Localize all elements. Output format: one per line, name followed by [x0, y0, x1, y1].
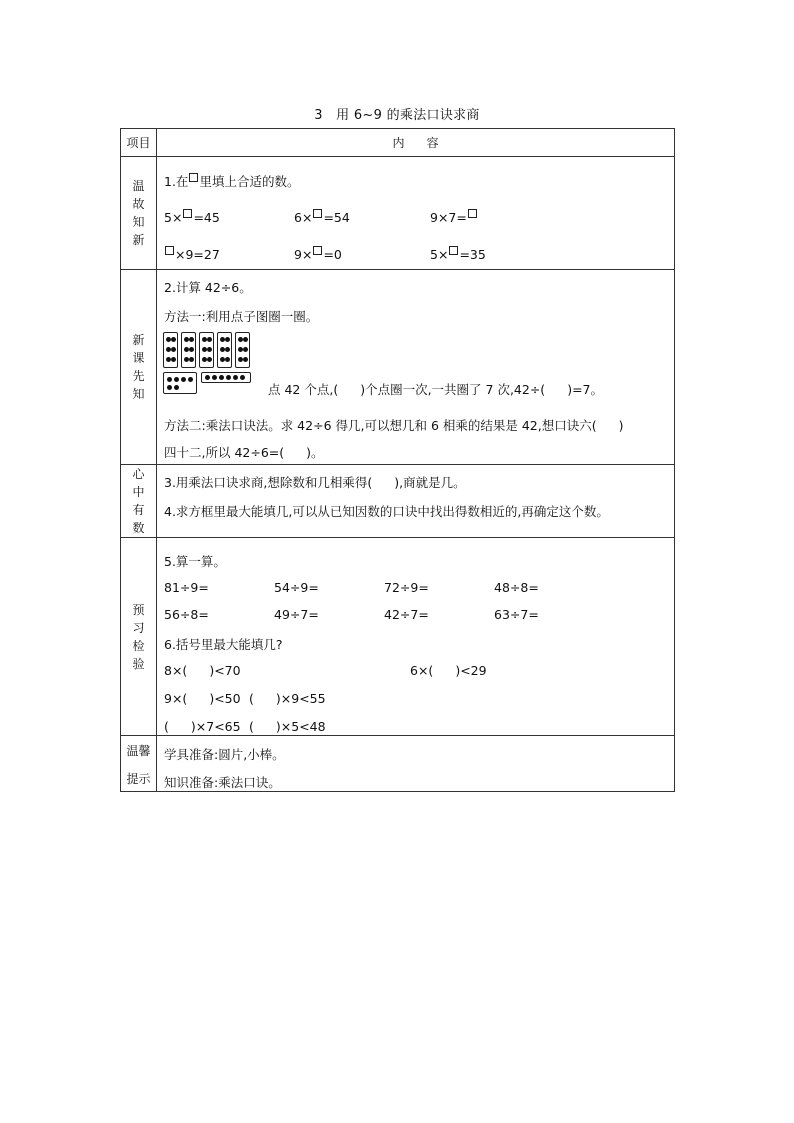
tips-label-cell: [121, 736, 157, 792]
calc-item: 54÷9=: [274, 580, 319, 595]
question-2: 2.计算 42÷6。: [164, 280, 252, 295]
equation: 9× =0: [294, 247, 342, 262]
equation: 6× =54: [294, 210, 350, 225]
page-title: 3 用 6~9 的乘法口诀求商: [314, 108, 480, 123]
preview-label: 预习检验: [132, 602, 145, 671]
tips-row: [121, 736, 675, 792]
question-6: 6.括号里最大能填几?: [164, 637, 283, 652]
calc-item: 72÷9=: [384, 580, 429, 595]
method-2-cont: 四十二,所以 42÷6=( )。: [164, 445, 324, 460]
header-item: 项目: [121, 129, 157, 157]
review-label: 温故知新: [132, 179, 145, 247]
review-label-cell: [121, 157, 157, 270]
equation: 5× =45: [164, 210, 220, 225]
equation: ×9=27: [164, 246, 220, 262]
calc-item: 48÷8=: [494, 580, 539, 595]
preview-row: [121, 538, 675, 736]
dot-question: 点 42 个点,( )个点圈一次,一共圈了 7 次,42÷( )=7。: [268, 382, 603, 397]
new-lesson-row: [121, 270, 675, 465]
question-4: 4.求方框里最大能填几,可以从已知因数的口诀中找出得数相近的,再确定这个数。: [164, 504, 609, 519]
inequality: ( )×5<48: [249, 719, 326, 734]
answer-box[interactable]: [183, 209, 192, 218]
mind-label: 心中有数: [132, 467, 145, 535]
new-lesson-label-cell: [121, 270, 157, 465]
tip-tools: 学具准备:圆片,小棒。: [164, 747, 285, 762]
method-1: 方法一:利用点子图圈一圈。: [164, 309, 319, 324]
calc-item: 49÷7=: [274, 607, 319, 622]
review-content: [157, 157, 675, 270]
inequality: ( )×7<65: [164, 719, 241, 734]
preview-content: [157, 538, 675, 736]
calc-item: 56÷8=: [164, 607, 209, 622]
answer-box[interactable]: [468, 209, 477, 218]
question-3: 3.用乘法口诀求商,想除数和几相乘得( ),商就是几。: [164, 475, 466, 490]
question-1: 1.在 里填上合适的数。: [164, 174, 300, 189]
mind-content: [157, 465, 675, 538]
new-lesson-content: [157, 270, 675, 465]
question-5: 5.算一算。: [164, 554, 226, 569]
mind-label-cell: [121, 465, 157, 538]
answer-box[interactable]: [313, 246, 322, 255]
inequality: 8×( )<70: [164, 663, 241, 678]
inequality: 6×( )<29: [410, 663, 487, 678]
header-content: 内容: [157, 129, 675, 157]
inequality: 9×( )<50: [164, 691, 241, 706]
calc-item: 42÷7=: [384, 607, 429, 622]
calc-item: 63÷7=: [494, 607, 539, 622]
new-lesson-label: 新课先知: [132, 333, 145, 401]
calc-item: 81÷9=: [164, 580, 209, 595]
mind-row: [121, 465, 675, 538]
answer-box[interactable]: [165, 246, 174, 255]
preview-label-cell: [121, 538, 157, 736]
tip-knowledge: 知识准备:乘法口诀。: [164, 775, 281, 790]
tips-label: 温馨 提示: [126, 743, 151, 786]
equation: 9×7=: [430, 209, 478, 225]
inequality: ( )×9<55: [249, 691, 326, 706]
header-row: [121, 129, 675, 157]
worksheet-table: [120, 128, 675, 792]
answer-box[interactable]: [189, 173, 198, 182]
method-2: 方法二:乘法口诀法。求 42÷6 得几,可以想几和 6 相乘的结果是 42,想口诀六( ): [164, 418, 624, 433]
review-row: [121, 157, 675, 270]
answer-box[interactable]: [449, 246, 458, 255]
tips-content: [157, 736, 675, 792]
answer-box[interactable]: [313, 209, 322, 218]
equation: 5× =35: [430, 247, 486, 262]
